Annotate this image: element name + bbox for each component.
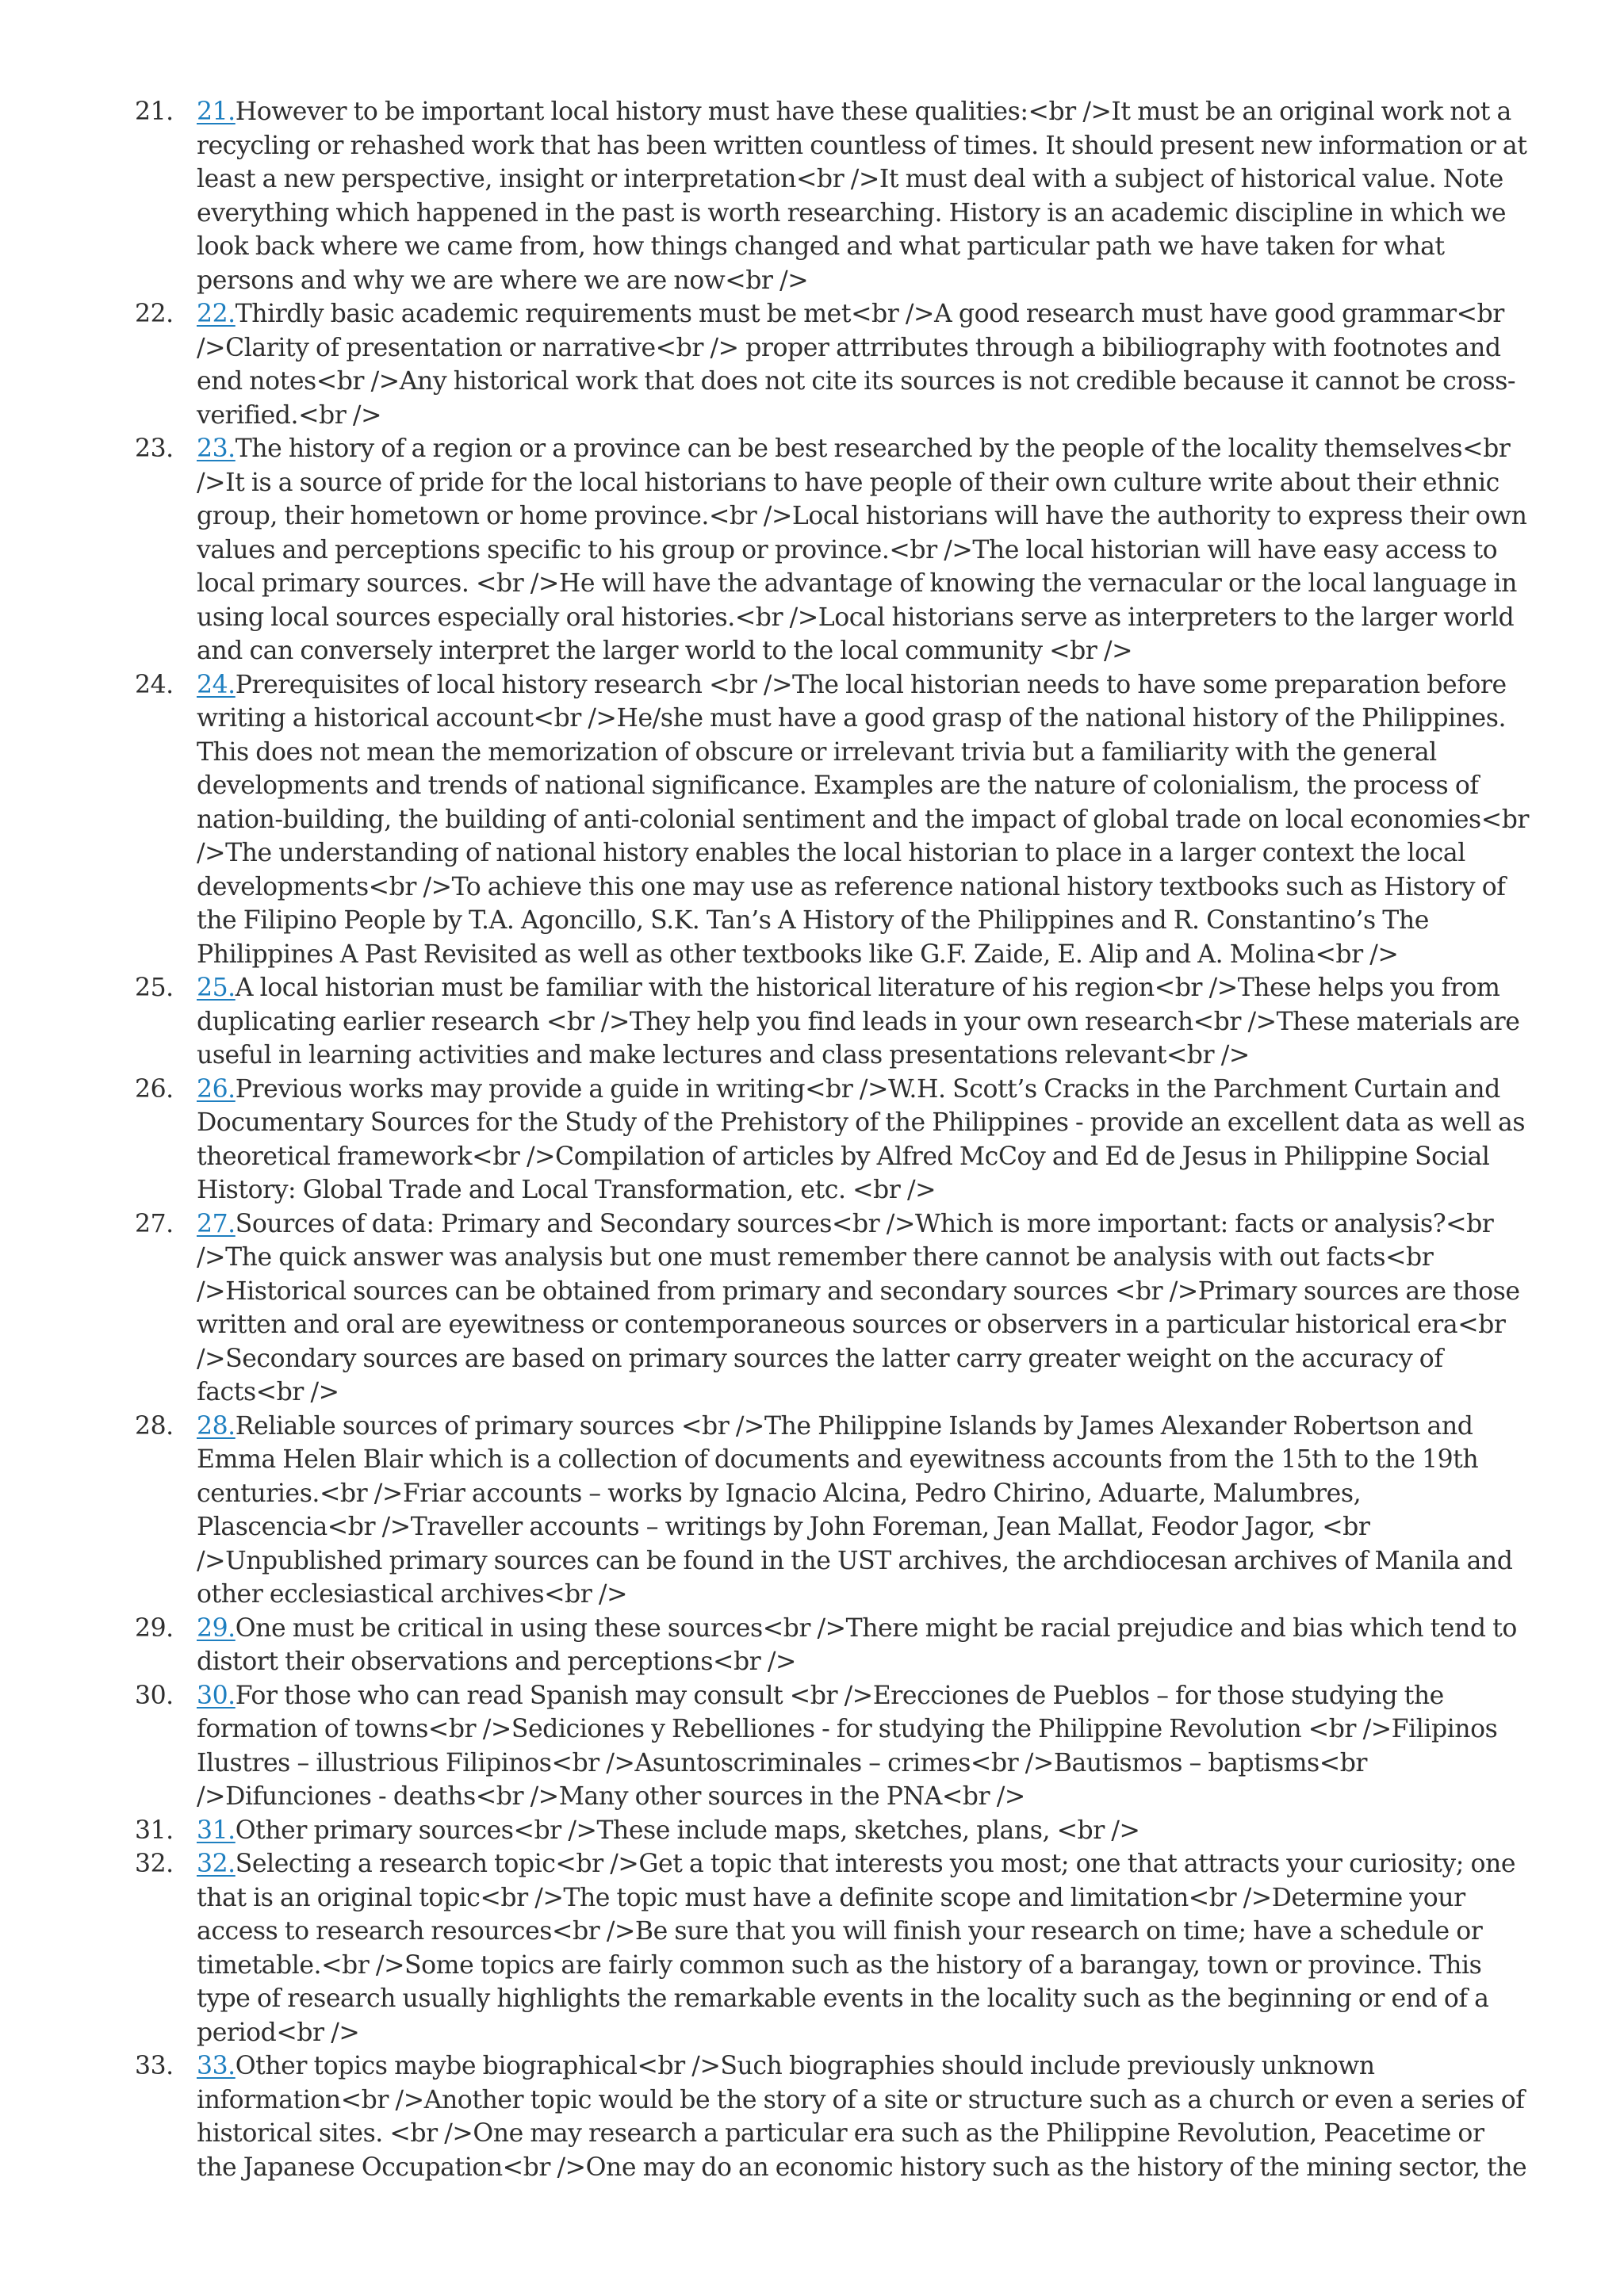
item-text: Prerequisites of local history research <br />The local historian needs to have some preparation before writing a historical account<br />He/she must have a good grasp of the national history of the Philippines. This does not mean the memorization of obscure or irrelevant trivia but a familiarity with the general developments and trends of national significance. Examples are the nature of colonialism, the process of nation-building, the building of anti-colonial sentiment and the impact of global trade on local economies<br />The understanding of national history enables the local historian to place in a larger context the local developments<br />To achieve this one may use as reference national history textbooks such as History of the Filipino People by T.A. Agoncillo, S.K. Tan’s A History of the Philippines and R. Constantino’s The Philippines A Past Revisited as well as other textbooks like G.F. Zaide, E. Alip and A. Molina<br /> bbox=[197, 670, 1530, 969]
slide-link[interactable]: 24. bbox=[197, 670, 236, 699]
item-number: 33. bbox=[135, 2052, 174, 2080]
item-number: 25. bbox=[135, 974, 174, 1002]
slide-link[interactable]: 29. bbox=[197, 1613, 236, 1643]
item-number: 29. bbox=[135, 1613, 174, 1643]
item-text: The history of a region or a province can be best researched by the people of the locality themselves<br />It is a source of pride for the local historians to have people of their own culture write about their ethnic group, their hometown or home province.<br />Local historians will have the authority to express their own values and perceptions specific to his group or province.<br />The local historian will have easy access to local primary sources. <br />He will have the advantage of knowing the vernacular or the local language in using local sources especially oral histories.<br />Local historians serve as interpreters to the larger world and can conversely interpret the larger world to the local community <br /> bbox=[197, 434, 1527, 665]
list-item bbox=[135, 2049, 1530, 2184]
slide-link[interactable]: 22. bbox=[197, 300, 236, 328]
list-item bbox=[135, 1679, 1530, 1814]
list-item bbox=[135, 1612, 1530, 1679]
item-text: Other primary sources<br />These include maps, sketches, plans, <br /> bbox=[235, 1816, 1140, 1845]
item-text: Sources of data: Primary and Secondary sources<br />Which is more important: facts or analysis?<br />The quick answer was analysis but one must remember there cannot be analysis with out facts<br />Historical sources can be obtained from primary and secondary sources <br />Primary sources are those written and oral are eyewitness or contemporaneous sources or observers in a particular historical era<br />Secondary sources are based on primary sources the latter carry greater weight on the accuracy of facts<br /> bbox=[197, 1209, 1520, 1406]
item-number: 32. bbox=[135, 1850, 174, 1878]
item-text: Selecting a research topic<br />Get a topic that interests you most; one that attracts your curiosity; one that is an original topic<br />The topic must have a definite scope and limitation<br />Determine your access to research resources<br />Be sure that you will finish your research on time; have a schedule or timetable.<br />Some topics are fairly common such as the history of a barangay, town or province. This type of research usually highlights the remarkable events in the locality such as the beginning or end of a period<br /> bbox=[197, 1850, 1516, 2047]
list-item bbox=[135, 668, 1530, 972]
slide-link[interactable]: 32. bbox=[197, 1850, 236, 1878]
notes-list bbox=[135, 95, 1530, 2184]
item-number: 23. bbox=[135, 434, 174, 463]
item-number: 24. bbox=[135, 670, 174, 699]
slide-link[interactable]: 31. bbox=[197, 1816, 236, 1845]
slide-link[interactable]: 23. bbox=[197, 434, 236, 463]
list-item bbox=[135, 95, 1530, 297]
slide-link[interactable]: 26. bbox=[197, 1074, 236, 1104]
item-text: Other topics maybe biographical<br />Such biographies should include previously unknown information<br />Another topic would be the story of a site or structure such as a church or even a series of historical sites. <br />One may research a particular era such as the Philippine Revolution, Peacetime or the Japanese Occupation<br />One may do an economic history such as the history of the mining sector, the bbox=[197, 2052, 1527, 2182]
slide-link[interactable]: 25. bbox=[197, 974, 236, 1002]
list-item bbox=[135, 1847, 1530, 2049]
item-number: 30. bbox=[135, 1681, 174, 1710]
slide-link[interactable]: 27. bbox=[197, 1209, 236, 1238]
slide-link[interactable]: 21. bbox=[197, 98, 236, 126]
item-text: Previous works may provide a guide in writing<br />W.H. Scott’s Cracks in the Parchment Curtain and Documentary Sources for the Study of the Prehistory of the Philippines - provide an excellent data as well as theoretical framework<br />Compilation of articles by Alfred McCoy and Ed de Jesus in Philippine Social History: Global Trade and Local Transformation, etc. <br /> bbox=[197, 1074, 1526, 1204]
list-item bbox=[135, 432, 1530, 668]
item-number: 28. bbox=[135, 1411, 174, 1441]
list-item bbox=[135, 297, 1530, 432]
item-text: For those who can read Spanish may consult <br />Erecciones de Pueblos – for those studying the formation of towns<br />Sediciones y Rebelliones - for studying the Philippine Revolution <br />Filipinos Ilustres – illustrious Filipinos<br />Asuntoscriminales – crimes<br />Bautismos – baptisms<br />Difunciones - deaths<br />Many other sources in the PNA<br /> bbox=[197, 1681, 1498, 1811]
item-number: 27. bbox=[135, 1209, 174, 1238]
item-text: One must be critical in using these sources<br />There might be racial prejudice and bias which tend to distort their observations and perceptions<br /> bbox=[197, 1613, 1517, 1676]
item-number: 21. bbox=[135, 98, 174, 126]
list-item bbox=[135, 1814, 1530, 1848]
item-text: Thirdly basic academic requirements must be met<br />A good research must have good grammar<br />Clarity of presentation or narrative<br /> proper attrributes through a bibiliography with footnotes and end notes<br />Any historical work that does not cite its sources is not credible because it cannot be cross-verified.<br /> bbox=[197, 300, 1516, 430]
item-text: However to be important local history must have these qualities:<br />It must be an original work not a recycling or rehashed work that has been written countless of times. It should present new information or at least a new perspective, insight or interpretation<br />It must deal with a subject of historical value. Note everything which happened in the past is worth researching. History is an academic discipline in which we look back where we came from, how things changed and what particular path we have taken for what persons and why we are where we are now<br /> bbox=[197, 98, 1527, 295]
slide-link[interactable]: 33. bbox=[197, 2052, 236, 2080]
item-text: A local historian must be familiar with the historical literature of his region<br />These helps you from duplicating earlier research <br />They help you find leads in your own research<br />These materials are useful in learning activities and make lectures and class presentations relevant<br /> bbox=[197, 974, 1520, 1070]
item-number: 26. bbox=[135, 1074, 174, 1104]
item-number: 22. bbox=[135, 300, 174, 328]
item-number: 31. bbox=[135, 1816, 174, 1845]
slide-link[interactable]: 30. bbox=[197, 1681, 236, 1710]
item-text: Reliable sources of primary sources <br />The Philippine Islands by James Alexander Robertson and Emma Helen Blair which is a collection of documents and eyewitness accounts from the 15th to the 19th centuries.<br />Friar accounts – works by Ignacio Alcina, Pedro Chirino, Aduarte, Malumbres, Plascencia<br />Traveller accounts – writings by John Foreman, Jean Mallat, Feodor Jagor, <br />Unpublished primary sources can be found in the UST archives, the archdiocesan archives of Manila and other ecclesiastical archives<br /> bbox=[197, 1411, 1513, 1609]
list-item bbox=[135, 971, 1530, 1073]
list-item bbox=[135, 1410, 1530, 1612]
list-item bbox=[135, 1207, 1530, 1410]
slide-link[interactable]: 28. bbox=[197, 1411, 236, 1441]
list-item bbox=[135, 1073, 1530, 1207]
